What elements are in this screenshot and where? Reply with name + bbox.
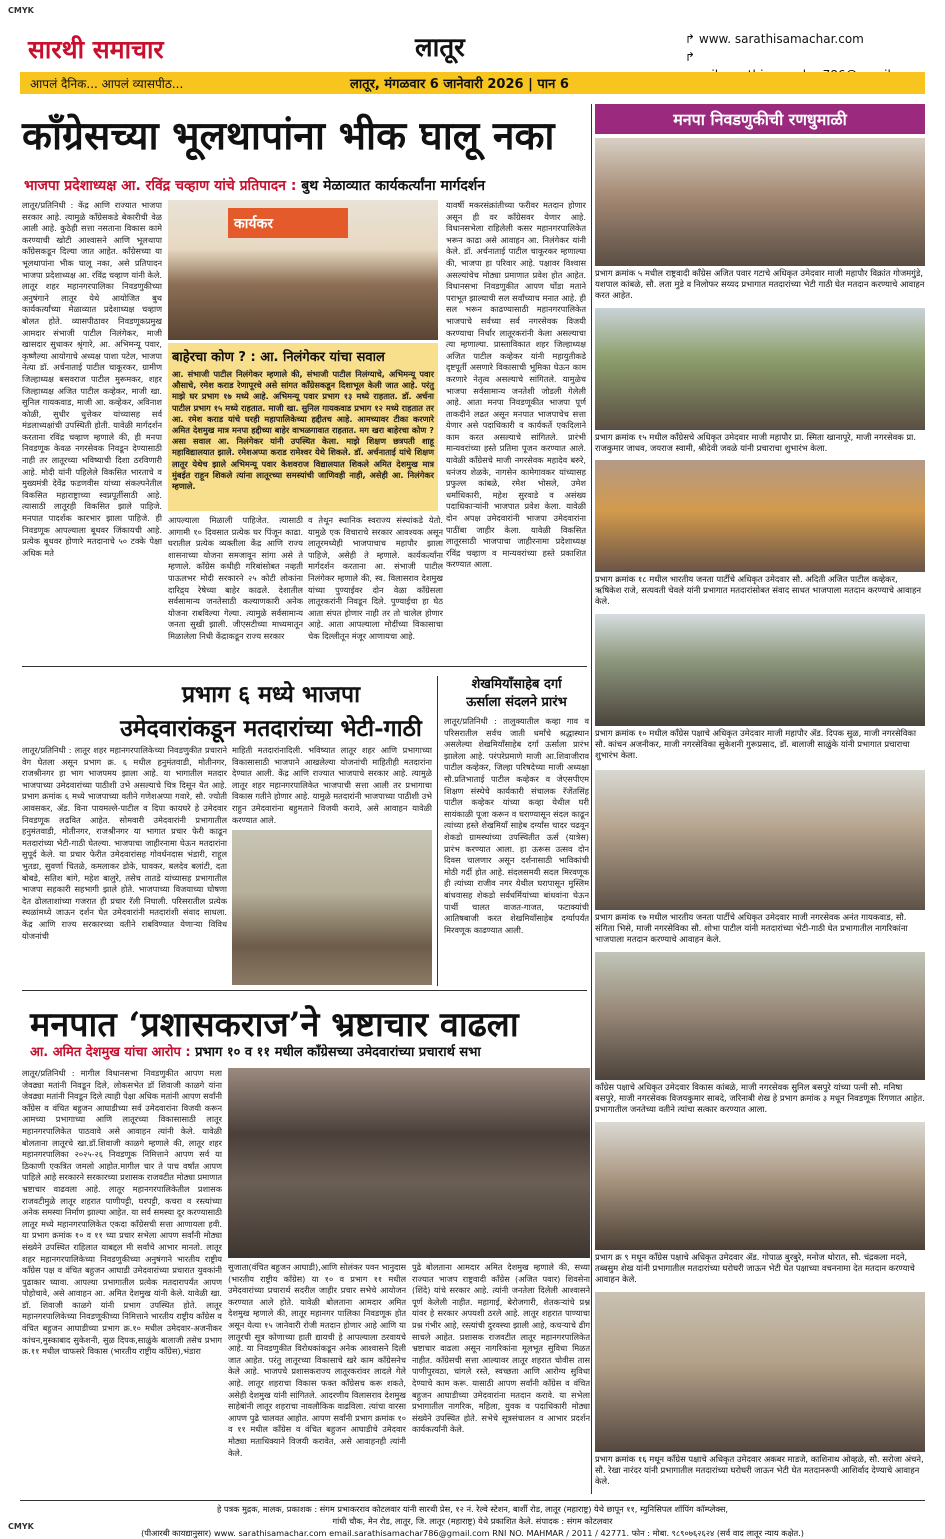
- story1-box: [168, 343, 438, 511]
- story3-headline-line1: शेखमियाँसाहेब दर्गा: [471, 677, 562, 692]
- print-mark-bottom: CMYK: [8, 1522, 34, 1531]
- right-photo-2: [595, 308, 925, 430]
- story1-box-title: बाहेरचा कोण ? : आ. निलंगेकर यांचा सवाल: [172, 350, 385, 365]
- story1-headline: काँग्रेसच्या भूलथापांना भीक घालू नका: [22, 113, 555, 159]
- right-photo-7: [595, 1122, 925, 1250]
- right-caption-5: प्रभाग क्रमांक १७ मधील भारतीय जनता पार्टीचे अधिकृत उमेदवार माजी नगरसेवक अनंत गायकवाड, सौ. संगिता भिसे, माजी नगरसेविका सौ. शोभा पाटील यांनी मतदारांच्या भेटी-गाठी घेत प्रभागातील नागरिकांना भाजपाला मतदान करण्याचे आवाहन केले.: [595, 912, 908, 944]
- right-caption-6: काँग्रेस पक्षाचे अधिकृत उमेदवार विकास कांबळे, माजी नगरसेवक सुनिल बसपुरे यांच्या पत्नी सौ. मनिषा बसपुरे, माजी नगरसेवक विजयकुमार साबदे, जरिनाबी शेख हे प्रभाग क्रमांक ३ मधून निवडणूक रिंगणात आहेत. प्रभागातील जनतेच्या वतीने त्यांचा सत्कार करण्यात आला.: [595, 1082, 925, 1114]
- imprint-line-2: गांधी चौक, मेन रोड, लातूर, जि. लातूर (महाराष्ट्र) येथे प्रकाशित केले. संपादक : संगम कोटलवार: [332, 1516, 613, 1526]
- right-photo-1: [595, 138, 925, 266]
- story1-box-body: आ. संभाजी पाटील निलंगेकर म्हणाले की, संभाजी पाटील निलंग्याचे, अभिमन्यू पवार औसाचे, रमेश कराड रेणापूरचे असे सांगत काँग्रेसकडून दिशाभूल केली जात आहे. परंतु माझे घर प्रभाग १७ मध्ये आहे. अभिमन्यू पवार प्रभाग १३ मध्ये राहतात. डॉ. अर्चना पाटील प्रभाग १५ मध्ये राहतात. माजी खा. सुनिल गायकवाड प्रभाग १२ मध्ये राहतात तर आ. रमेश कराड यांचे घरही महापालिकेच्या हद्दीतच आहे. आमच्यावर टीका करणारे अमित देशमुख मात्र मनपा हद्दीच्या बाहेर वाभळगावात राहतात. मग खरा बाहेरचा कोण ? असा सवाल आ. निलंगेकर यांनी उपस्थित केला. माझे शिक्षण छत्रपती शाहू महाविद्यालयात झाले. रमेशअप्पा कराड रामेश्वर येथे शिकले. डॉ. अर्चनाताई यांचे शिक्षण लातूर येथेच झाले अभिमन्यू पवार केशवराज विद्यालयात शिकले अमित देशमुख मात्र मुंबईत राहून शिकले त्यांना लातूरच्या समस्यांची जाणिवही नाही, असेही आ. निलंगेकर म्हणाले.: [172, 369, 434, 492]
- story1-column-1: लातूर/प्रतिनिधी : केंद्र आणि राज्यात भाजपा सरकार आहे. त्यामुळे काँग्रेसकडे बेकारीची वेळ आली आहे. कुठेही सत्ता नसताना विकास कामे करण्याची खोटी आश्वासने आणि भूलथापा काँग्रेसकडून दिल्या जात आहेत. काँग्रेसच्या या भूलथापांना भीक घालू नका, असे प्रतिपादन भाजपा प्रदेशाध्यक्ष आ. रविंद्र चव्हाण यांनी केले. लातूर शहर महानगरपालिका निवडणुकीच्या अनुषंगाने लातूर येथे आयोजित बुथ कार्यकर्त्यांच्या मेळाव्यात प्रदेशाध्यक्ष चव्हाण बोलत होते. व्यासपीठावर निवडणूकप्रमुख आमदार संभाजी पाटील निलंगेकर, माजी खासदार सुधाकर श्रृंगारे, आ. अभिमन्यू पवार, कृष्णैल्या आयोगाचे अध्यक्ष पाशा पटेल, भाजपा नेत्या डॉ. अर्चनाताई पाटील चाकूरकर, ग्रामीण जिल्हाध्यक्ष बसवराज पाटील मुरूमकर, शहर जिल्हाध्यक्ष अजित पाटील कव्हेकर, माजी खा. सुनिल गायकवाड, माजी आ. कव्हेकर, अविनाश कोळी, सुधीर धुत्तेकर यांच्यासह सर्व मंडलाध्यक्षांची उपस्थिती होती. यावेळी मार्गदर्शन करताना रविंद्र चव्हाण म्हणाले की, ही मनपा निवडणूक केवळ नगरसेवक निवडून देण्यासाठी नाही तर लातूरच्या भविष्याची दिशा ठरविणारी आहे. मोदी यांनी पहिलेले विकसित भारताचे व मुख्यमंत्री देवेंद्र फडणवीस यांच्या संकल्पनेतील विकसित महाराष्ट्राच्या स्वप्नपूर्तीसाठी आहे. त्यासाठी लातूरही विकसित झाले पाहिजे. मनपात पादर्शक कारभार झाला पाहिजे. ही निवडणूक आपल्याला बूथवर जिंकायची आहे. प्रत्येक बूथवर होणारे मतदानाचे ५० टक्के पेक्षा अधिक मते: [22, 200, 162, 558]
- dateline: लातूर, मंगळवार 6 जानेवारी 2026 | पान 6: [350, 77, 569, 92]
- right-photo-4: [595, 614, 925, 726]
- edition-name: लातूर: [415, 33, 465, 63]
- right-caption-4: प्रभाग क्रमांक १० मधील काँग्रेस पक्षाचे अधिकृत उमेदवार माजी महापौर ॲड. दिपक सुळ, माजी नगरसेविका सौ. कांचन अजनीकर, माजी नगरसेविका सुकेशनी गुरूप्रसाद, डॉ. बालाजी साळुंके यांनी प्रभागात प्रचाराचा शुभारंभ केला.: [595, 728, 917, 760]
- masthead: [20, 22, 925, 70]
- tagline: आपलं दैनिक... आपलं व्यासपीठ...: [30, 77, 184, 91]
- column-divider: [437, 676, 438, 986]
- story-divider-2: [22, 990, 587, 991]
- story2-column-1: लातूर/प्रतिनिधी : लातूर शहर महानगरपालिकेच्या निवडणुकीत प्रचाराने वेग घेतला असून प्रभाग क्र. ६ मधील हनुमंतवाडी, मोतीनगर, राजश्रीनगर हा भाग भाजपमय झाला आहे. या भागातील मतदार भाजपाच्या उमेदवारांच्या पाठीशी उभे असल्याचे चित्र दिसून येत आहे. प्रभाग क्रमांक ६ मध्ये भाजपाच्या वतीने गणेशअप्पा गवारे, सौ. ज्योती आवसकर, ॲड. विना पायमल्ले-पाटील व दिपा कायघरे हे उमेदवार निवडणूक लढवित आहेत. सोमवारी उमेदवारांनी प्रभागातील हनुमंतवाडी, मोतीनगर, राजश्रीनगर या भागात प्रचार फेरी काढून मतदारांच्या भेटी-गाठी घेतल्या. भाजपाचा जाहीरनामा घेऊन मतदारांना सुपूर्द केले. या प्रचार फेरीत उमेदवारांसह गोवर्धनदास भंडारी, राहूल भुतडा, सुवर्णा चितळे, कमलाकर डोके, घावकर, बलदेव बलांटी, दता बोबडे, सतिश बांगे, महेश बालुरे, तसेच तातडे यांच्यासह प्रभागातील भाजपा सहकारी सहभागी झाले होते. भाजपाच्या विजयाच्या घोषणा देत ढोलताशांच्या गजरात ही प्रचार रॅली निघाली. परिसरातील प्रत्येक स्थळांमध्ये जाऊन दर्शन घेत उमेदवारांनी मतदारांशी संवाद साधला. केंद्र आणि राज्य सरकारच्या वतीने राबविण्यात येणाऱ्या विविध योजनांची: [22, 745, 227, 941]
- story2-photo: [232, 830, 432, 985]
- story2-column-2: माहिती मतदारांनादिली. भविष्यात लातूर शहर आणि प्रभागाच्या विकासासाठी भाजपाने आखलेल्या योजनांची माहितीही मतदारांना देण्यात आली. केंद्र आणि राज्यात भाजपाचे सरकार आहे. त्यामुळे लातूर शहर महानगरपालिकेत भाजपाची सत्ता आली तर प्रभागाचा विकास गतीने होणार आहे. यामुळे मतदारांनी भाजपाच्या पाठीशी उभे राहुन उमेदवारांना बहुमताने विजयी करावे, असे आवाहन यावेळी करण्यात आले.: [232, 745, 432, 825]
- right-section-header: मनपा निवडणुकीची रणधुमाळी: [595, 104, 925, 134]
- right-photo-3: [595, 460, 925, 572]
- right-caption-3: प्रभाग क्रमांक १८ मधील भारतीय जनता पार्टीचे अधिकृत उमेदवार सौ. अदिती अजित पाटील कव्हेकर, ऋषिकेश राजे, सत्यवती चेवले यांनी प्रभागात मतदारांसोबत संवाद साधत भाजपाला मतदान करण्याचे आवाहन केले.: [595, 574, 922, 606]
- imprint-footer: [20, 1500, 925, 1536]
- right-photo-5: [595, 770, 925, 910]
- story1-subheadline: [24, 176, 584, 195]
- story4-headline: मनपात ‘प्रशासकराज’ने भ्रष्टाचार वाढला: [30, 1005, 519, 1045]
- story4-sub-red: आ. अमित देशमुख यांचा आरोप :: [30, 1045, 191, 1060]
- website-link[interactable]: www. sarathisamachar.com: [698, 32, 864, 46]
- story1-sub-black: बुथ मेळाव्यात कार्यकर्त्यांना मार्गदर्शन: [296, 178, 486, 194]
- story2-headline-line2: उमेदवारांकडून मतदारांच्या भेटी-गाठी: [120, 715, 422, 742]
- story4-subheadline: [30, 1042, 590, 1060]
- story3-headline: [444, 676, 589, 712]
- story1-column-3: व तेथून स्थानिक स्वराज्य संस्थांकडे येतो. यामुळे एक विचाराचे सरकार आवश्यक असून लातूरमध्येही भाजपाचाच महापौर झाला पाहिजे, असेही ते म्हणाले. कार्यकर्त्यांना मार्गदर्शन करताना आ. संभाजी पाटील निलंगेकर म्हणाले की, स्व. विलासराव देशमुख यांच्या पुण्याईवर दोन वेळा काँग्रेसला लातूरकरांनी निवडून दिले. पुण्याईचा हा घेठ आता संपत होणार नाही तर तो चालेल होणार आहे. आता आपल्याला मोदींच्या विकासाचा चेक दिल्लीतून मंजूर आणायचा आहे.: [308, 515, 443, 641]
- right-caption-2: प्रभाग क्रमांक १५ मधील काँग्रेसचे अधिकृत उमेदवार माजी महापौर प्रा. स्मिता खानापूरे, माजी नगरसेवक प्रा. राजकुमार जाधव, जयराज स्वामी, श्रीदेवी जवळे यांनी प्रचाराचा शुभारंभ केला.: [595, 432, 916, 453]
- story-divider: [22, 666, 587, 667]
- right-photo-6: [595, 952, 925, 1080]
- imprint-line-3: (पीआरबी कायद्यानुसार) www. sarathisamachar.com email.sarathisamachar786@gmail.com RNI NO. MAHMAR / 2011 / 42771. फोन : मोबा. ९८९०७६२६२४ (सर्व वाद लातूर न्याय कक्षेत.): [141, 1528, 804, 1538]
- story1-sub-red: भाजपा प्रदेशाध्यक्ष आ. रविंद्र चव्हाण यांचे प्रतिपादन :: [24, 178, 297, 194]
- story2-headline-line1: प्रभाग ६ मध्ये भाजपा: [181, 681, 361, 708]
- right-caption-7: प्रभाग क्र ९ मधून काँग्रेस पक्षाचे अधिकृत उमेदवार ॲड. गोपाळ बुरबुरे, मनोज थोरात, सौ. चंद्रकला मदने, तब्बसुम शेख यांनी प्रभागातील मतदारांच्या घरोघरी जाऊन भेटी घेत पक्षाच्या वचननामा देत मतदान करण्याचे आवाहन केले.: [595, 1252, 915, 1284]
- newspaper-name: सारथी समाचार: [28, 35, 164, 64]
- website-line: [685, 30, 925, 48]
- story3-body: लातूर/प्रतिनिधी : तालुक्यातील कव्हा गाव व परिसरातील सर्वच जाती धर्मांचे श्रद्धास्थान असलेल्या शेखमियाँसाहेब दर्गा ऊर्साला प्रारंभ झालेला आहे. परंपरेप्रमाणे माजी आ.शिवाजीराव पाटील कव्हेकर, जिल्हा परिषदेच्या माजी अध्यक्षा सौ.प्रतिभाताई पाटील कव्हेकर व जेएसपीएम शिक्षण संस्थेचे कार्यकारी संचालक रॅजेंतसिंह पाटील कव्हेकर यांच्या कव्हा येथील घरी सायंकाळी पूजा करून व घराण्यासून संदल काढून त्यांच्या हस्ते शेखमियाँ साहेब दर्ग्यांस चादर चढवून शेकडो ग्रामस्थांच्या उपस्थितीत ऊर्स (यात्रेस) प्रारंभ करण्यात आला. हा ऊरूस उत्सव दोन दिवस चालणार असून दर्शनासाठी भाविकांची मोठी गर्दी होत आहे. संदलसमयी सदल मिरवणूक ही त्यांच्या राजीव नगर येथील घरापासून मुस्लिम बांधवासह शेकडो सर्वधर्मियांच्या बांधवांना घेऊन पार्थी चालत वाजत-गाजत, फटाक्यांची आतिषबाजी करत शेखमियाँसाहेब दर्ग्यापर्यंत मिरवणूक काढण्यात आली.: [444, 716, 589, 935]
- right-column-divider: [591, 104, 592, 1494]
- story1-photo: [168, 200, 438, 340]
- print-mark-top: CMYK: [8, 6, 34, 15]
- masthead-logo-box: [20, 30, 310, 64]
- mail-icon: ↱: [685, 50, 696, 64]
- story1-column-4: यावर्षी मकरसंक्रांतीच्या फरीवर मतदान होणार असून ही वर काँग्रेसवर येणार आहे. विधानसभेला राहिलेली कसर महानगरपालिकेत भरून काढा असे आवाहन आ. निलंगेकर यांनी केले. डॉ. अर्चनाताई पाटील चाकूरकर म्हणाल्या की, भाजपा हा परिवार आहे. पक्षावर विश्वास असल्यांचेच मोठ्या प्रमाणात प्रवेश होत आहेत. विधानसभा निवडणुकीत आपण घोंडा मताने पराभूत झाल्याची सल सर्वांच्याच मनात आहे. ही सल भरून काढण्यासाठी महानगरपालिकेत भाजपाचे सर्वच्या सर्व नगरसेवक विजयी करण्याचा निर्धार लातूरकरांनी केला असल्याचा त्या म्हणाल्या. प्रास्ताविकात शहर जिल्हाध्यक्ष अजित पाटील कव्हेकर यांनी महायुतीकडे दृष्टपूर्ती असणारे विकासाची भूमिका घेऊन काम करणारे नेतृत्व असल्याचे सांगितले. यामुळेच भाजपा सर्वसामान्य जनतेशी जोडली गेलेली आहे. आता मनपा निवडणूकीत भाजपा पूर्ण ताकदीने लढत असून मनपात भाजपाचेच सत्ता येणार असे पदाधिकारी व कार्यकर्ते एकदिलाने काम करत असल्याचे सांगितले. प्रारंभी मान्यवरांच्या हस्ते प्रतिमा पूजन करण्यात आले. यावेळी काँग्रेसचे माजी नगरसेवक महादेव बरुरे, धनंजय शेळके, नागसेन कामेगावकर यांच्यासह प्रफुल्ल कांबळे, रमेश भोसले, उमेश धर्माधिकारी, महेश सुरवाडे व असंख्य पदाधिकाऱ्यांनी भाजपात प्रवेश केला. यावेळी दोन अपक्ष उमेदवारांनी भाजपा उमेदवारांना पाठींबा जाहीर केला. यावेळी विकसित लातूरसाठी भाजपाचा जाहीरनामा प्रदेशाध्यक्ष रविंद्र चव्हाण व मान्यवरांच्या हस्ते प्रकाशित करण्यात आला.: [446, 200, 586, 570]
- right-photo-8: [595, 1292, 925, 1452]
- story2-headline: [112, 678, 430, 746]
- story4-column-1: लातूर/प्रतिनिधी : मागील विधानसभा निवडणुकीत आपण मला जेवढ्या मतांनी निवडून दिले, लोकसभेत डॉ शिवाजी काळगे यांना जेवढ्या मतांनी निवडून दिले त्याही पेक्षा अधिक मतांनी आपण सर्वांनी काँग्रेस व वंचित बहुजन आघाडीच्या सर्व उमेदवारांना विजयी करून आमच्या प्रभागाच्या आणि लातूरच्या विकासासाठी लातूर महानगरपालिकेत पाठवावे असे आवाहन त्यांनी केले. यावेळी बोलताना लातूरचे खा.डॉ.शिवाजी काळगे म्हणाले की, लातूर शहर महानगरपालिका २०२५-२६ निवडणूक निमित्ताने आपण सर्व या ठिकाणी एकत्रित जमलो आहोत.मागील चार ते पाच वर्षांत आपण पाहिले आहे सरकारने सरकारच्या प्रशासक राजवटीत मोठ्या प्रमाणात भ्रष्टाचार वाढवला आहे. लातूर महानगरपालिकेतील प्रशासक राजवटीमुळे लातूर शहरात पाणीपट्टी, घरपट्टी, कचरा व रस्त्यांच्या अनेक समस्या निर्माण झाल्या आहेत. या सर्व समस्या दूर करण्यासाठी लातूर मध्ये महानगरपालिकेत एकदा काँग्रेसची सत्ता आणायला हवी. या प्रभाग क्रमांक १० व ११ च्या प्रचार सभेला आपण सर्वांनी मोठ्या संख्येने उपस्थित राहिलात याबद्दल मी सर्वांचे आभार मानतो. लातूर शहर महानगरपालिकेच्या निवडणुकीच्या अनुषंगाने भारतीय राष्ट्रीय काँग्रेस पक्ष व वंचित बहुजन आघाडी उमेदवारांच्या प्रचारात युवकांनी पुढाकार घ्यावा. आपल्या प्रभागातील प्रत्येक मतदारापर्यंत आपण पोहोचावे, असे आवाहन आ. अमित देशमुख यांनी केले. यावेळी खा. डॉ. शिवाजी काळगे यांनी प्रभाग उपस्थित होते. लातूर महानगरपालिकेच्या निवडणूकीच्या निमित्ताने भारतीय राष्ट्रीय काँग्रेस व वंचित बहुजन आघाडीच्या प्रभाग क्र.१० मधील उमेदवार-अजनीकर कांचन,मुस्काबाद सुकेशनी, सुळ दिपक,साळुंके बालाजी तसेच प्रभाग क्र.११ मधील चाफसरे विकास (भारतीय राष्ट्रीय काँग्रेस),भंडारा: [22, 1068, 222, 1357]
- story4-column-3: पुढे बोलताना आमदार अमित देशमुख म्हणाले की, सध्या राज्यात भाजप राष्ट्रवादी काँग्रेस (अजित पवार) शिवसेना (शिंदे) यांचे सरकार आहे. त्यांनी जनतेला दिलेली आश्वासने पूर्ण केलेली नाहीत. महागाई, बेरोजगारी, शेतकऱ्यांचे प्रश्न यांवर हे सरकार अपयशी ठरले आहे. लातूर शहरात पाण्याचा प्रश्न गंभीर आहे, रस्त्यांची दुरवस्था झाली आहे, कचऱ्याचे ढीग साचले आहेत. प्रशासक राजवटीत लातूर महानगरपालिकेत भ्रष्टाचार वाढला असून नागरिकांना मूलभूत सुविधा मिळत नाहीत. काँग्रेसची सत्ता आल्यावर लातूर शहरात चोवीस तास पाणीपुरवठा, चांगले रस्ते, स्वच्छता आणि आरोग्य सुविधा देण्याचे काम करू. यासाठी आपण सर्वांनी काँग्रेस व वंचित बहुजन आघाडीच्या उमेदवारांना मतदान करावे. या सभेला प्रभागातील नागरिक, महिला, युवक व पदाधिकारी मोठ्या संख्येने उपस्थित होते. सभेचे सूत्रसंचालन व आभार प्रदर्शन कार्यकर्त्यांनी केले.: [412, 1262, 590, 1435]
- story3-headline-line2: ऊर्साला संदलने प्रारंभ: [466, 695, 567, 710]
- story4-sub-black: प्रभाग १० व ११ मधील काँग्रेसच्या उमेदवारांच्या प्रचारार्थ सभा: [190, 1045, 481, 1060]
- globe-icon: ↱: [685, 32, 699, 46]
- imprint-line-1: हे पत्रक मुद्रक, मालक, प्रकाशक : संगम प्रभाकरराव कोटलवार यांनी सारथी प्रेस, १२ नं. रेल्वे स्टेशन, बार्शी रोड, लातूर (महाराष्ट्र) येथे छापून ११, म्युनिसिपल शॉपिंग कॉम्प्लेक्स,: [216, 1504, 729, 1514]
- story1-column-2: आपल्याला मिळाली पाहिजेत. त्यासाठी आगामी १० दिवसात प्रत्येक घर पिंजून काढा. घरातील प्रत्येक व्यक्तीला केंद्र आणि राज्य शासनाच्या योजना समजावून सांगा असे ते म्हणाले. काँग्रेस कधीही गरिबांसोबत नव्हती पाऊलभर मोदी सरकारने २५ कोटी लोकांना दारिद्र्य रेषेच्या बाहेर काढले. देशातील सर्वसामान्य जनतेसाठी कल्याणकारी अनेक योजना राबविल्या गेल्या. त्यामुळे सर्वसामान्य जनता सुखी झाली. जीएसटीच्या माध्यमातून मिळालेला निधी केंद्राकडून राज्य सरकार: [168, 515, 303, 641]
- right-caption-1: प्रभाग क्रमांक ५ मधील राष्ट्रवादी काँग्रेस अजित पवार गटाचे अधिकृत उमेदवार माजी महापौर विक्रांत गोजमगुंडे, यशपाल कांबळे, सौ. लता मुडे व निलोफर सय्यद प्रभागात मतदारांच्या भेटी गाठी घेत मतदान करण्याचे आवाहन करत आहेत.: [595, 268, 925, 300]
- story1-photo-banner: कार्यकर: [228, 208, 348, 238]
- right-caption-8: प्रभाग क्रमांक १६ मधून काँग्रेस पक्षाचे अधिकृत उमेदवार अकबर माडजे, काशिनाथ ओव्हळे, सौ. सरोजा अंचने, सौ. रेखा नारंदर यांनी प्रभागातील मतदारांच्या घरोघरी जाऊन भेटी घेत मतदानरूपी आशिर्वाद देण्याचे आवाहन केले.: [595, 1454, 924, 1486]
- story4-column-2: सुजाता(वंचित बहुजन आघाडी),आणि सोलंकर पवन भानुदास (भारतीय राष्ट्रीय काँग्रेस) या १० व प्रभाग ११ मधील उमेदवारांच्या प्रचारार्थ सदरील जाहीर प्रचार सभेचे आयोजन करण्यात आले होते. यावेळी बोलताना आमदार अमित देशमुख म्हणाले की, लातूर महानगर पालिका निवडणूक होत असून येत्या १५ जानेवारी रोजी मतदान होणार आहे आणि या लातूरची सूत्र कोणाच्या हाती द्यायची हे आपल्याला ठरवायचे आहे. या निवडणुकीत विरोधकांकडून अनेक आश्वासने दिली जात आहेत. परंतु लातूरच्या विकासाचे खरे काम काँग्रेसनेच केले आहे. भाजपचे प्रशासकराज्य लातूरकरांवर लादले गेले आहे. लातूर शहराचा विकास फक्त काँग्रेसच करू शकते, असेही देशमुख यांनी सांगितले. आदरणीय विलासराव देशमुख साहेबांनी लातूर शहराचा नावलौकिक वाढविला. त्यांचा वारसा आपण पुढे चालवत आहोत. आपण सर्वांनी प्रभाग क्रमांक १० व ११ मधील काँग्रेस व वंचित बहुजन आघाडीचे उमेदवार मोठ्या मताधिक्याने विजयी करावेत, असे आवाहनही त्यांनी केले.: [228, 1262, 406, 1458]
- story4-photo: [228, 1068, 590, 1258]
- date-band: [20, 72, 925, 94]
